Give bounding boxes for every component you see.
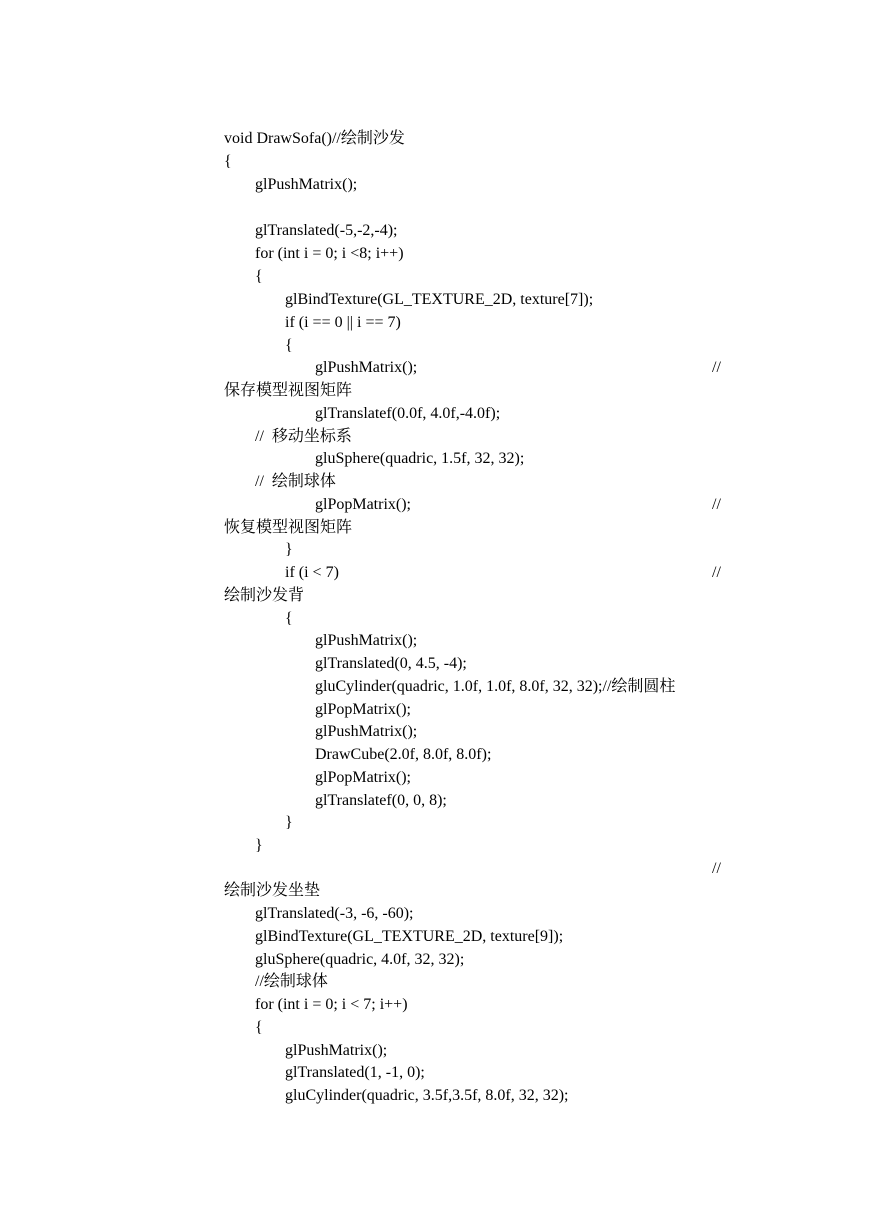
code-line: if (i == 0 || i == 7): [285, 314, 401, 331]
code-comment-marker: //: [712, 860, 721, 877]
code-line: glPopMatrix();: [315, 496, 411, 513]
code-line: }: [255, 837, 263, 854]
code-line: glBindTexture(GL_TEXTURE_2D, texture[9]);: [255, 928, 564, 945]
code-comment-wrap: 绘制沙发坐垫: [224, 882, 321, 899]
code-line: glPopMatrix();: [315, 701, 411, 718]
code-comment-marker: //: [712, 359, 721, 376]
code-line: gluCylinder(quadric, 3.5f,3.5f, 8.0f, 32, 32);: [285, 1087, 569, 1104]
code-line: for (int i = 0; i <8; i++): [255, 245, 404, 262]
code-line: {: [255, 268, 263, 285]
code-comment: // 绘制球体: [255, 473, 336, 490]
code-comment: // 移动坐标系: [255, 428, 352, 445]
code-line: glPushMatrix();: [315, 723, 418, 740]
code-line: glTranslatef(0.0f, 4.0f,-4.0f);: [315, 405, 501, 422]
code-line: gluSphere(quadric, 1.5f, 32, 32);: [315, 450, 525, 467]
code-line: gluSphere(quadric, 4.0f, 32, 32);: [255, 951, 465, 968]
code-line: glTranslatef(0, 0, 8);: [315, 792, 447, 809]
code-line: glPushMatrix();: [285, 1042, 388, 1059]
code-line: glPopMatrix();: [315, 769, 411, 786]
code-line: {: [285, 610, 293, 627]
code-line: gluCylinder(quadric, 1.0f, 1.0f, 8.0f, 32, 32);//绘制圆柱: [315, 678, 676, 695]
code-comment-wrap: 绘制沙发背: [224, 587, 305, 604]
code-line: if (i < 7): [285, 564, 339, 581]
code-line: glTranslated(1, -1, 0);: [285, 1064, 425, 1081]
code-line: {: [224, 153, 232, 170]
code-comment-marker: //: [712, 564, 721, 581]
code-line: }: [285, 541, 293, 558]
code-line: glPushMatrix();: [315, 359, 418, 376]
code-comment-marker: //: [712, 496, 721, 513]
code-comment: //绘制球体: [255, 973, 328, 990]
code-comment-wrap: 恢复模型视图矩阵: [224, 519, 353, 536]
code-line: glBindTexture(GL_TEXTURE_2D, texture[7]);: [285, 291, 594, 308]
code-comment-wrap: 保存模型视图矩阵: [224, 382, 353, 399]
code-line: glTranslated(-3, -6, -60);: [255, 905, 414, 922]
code-line: glPushMatrix();: [315, 632, 418, 649]
code-line: glTranslated(0, 4.5, -4);: [315, 655, 467, 672]
code-line: {: [285, 337, 293, 354]
code-line: glPushMatrix();: [255, 176, 358, 193]
code-line: for (int i = 0; i < 7; i++): [255, 996, 408, 1013]
code-line: {: [255, 1019, 263, 1036]
code-line: DrawCube(2.0f, 8.0f, 8.0f);: [315, 746, 492, 763]
code-line: }: [285, 814, 293, 831]
code-line: glTranslated(-5,-2,-4);: [255, 222, 398, 239]
code-line: void DrawSofa()//绘制沙发: [224, 130, 405, 147]
